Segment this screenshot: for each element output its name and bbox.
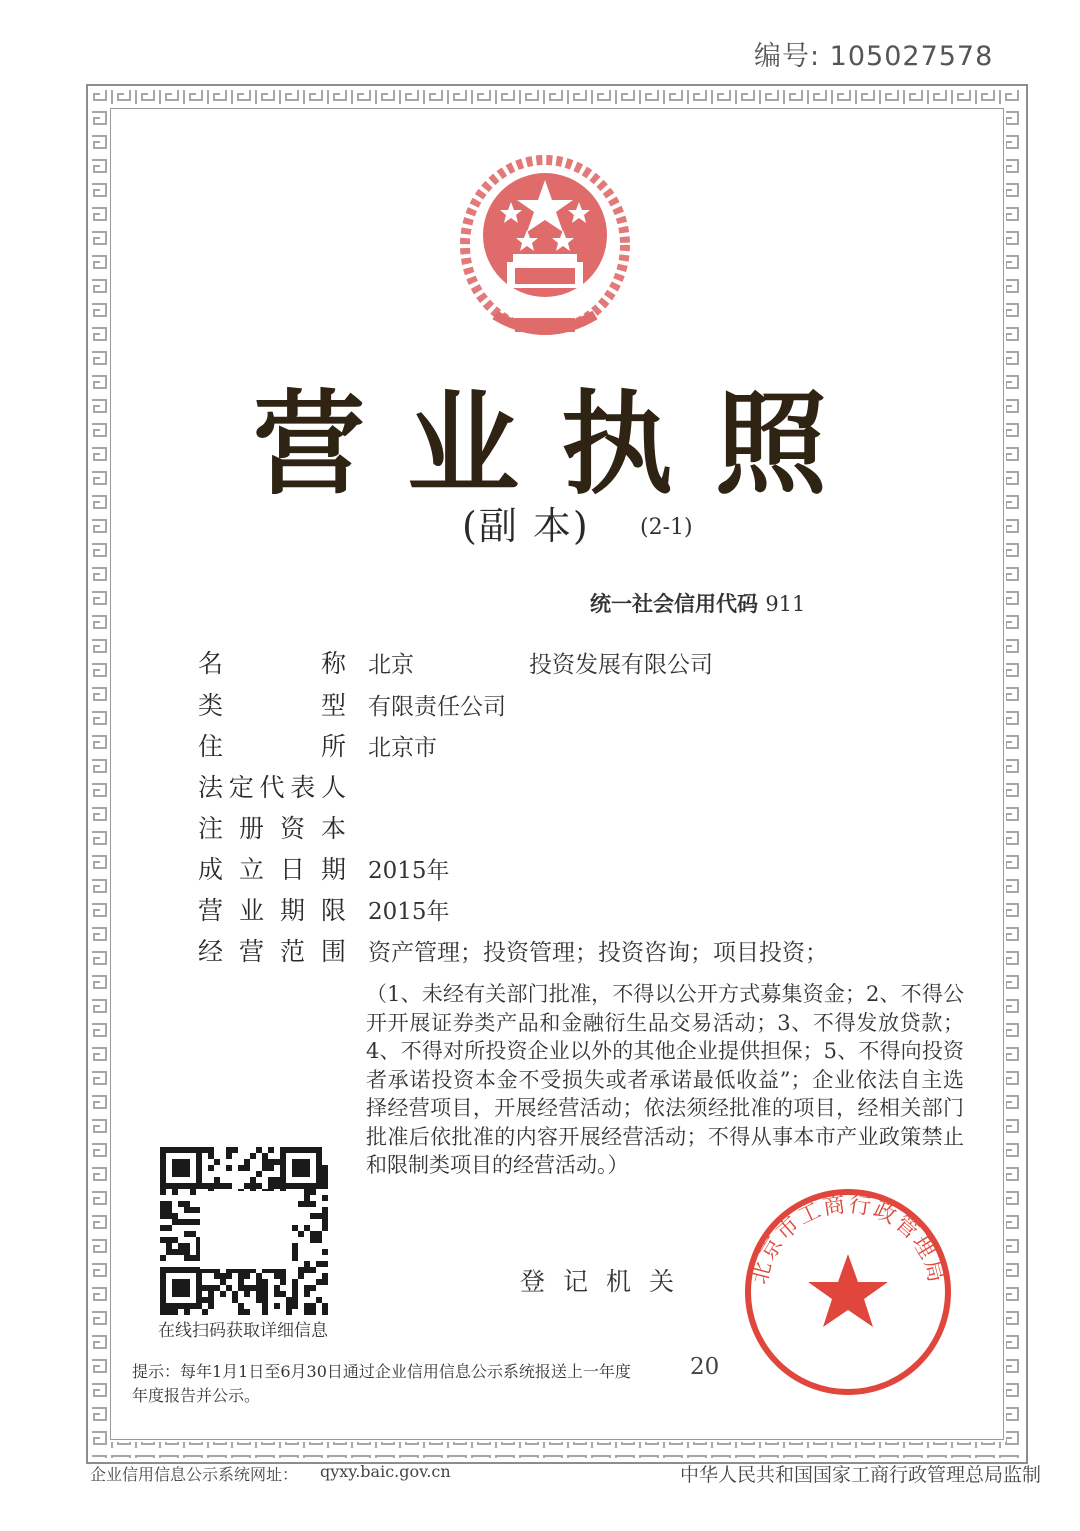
- label-char: 称: [320, 649, 346, 678]
- field-label: [198, 932, 346, 968]
- field-value: 2015年: [368, 858, 450, 884]
- label-char: 业: [238, 896, 264, 925]
- label-char: 法: [198, 773, 224, 802]
- label-char: 限: [320, 896, 346, 925]
- field-label: [198, 727, 346, 763]
- label-char: 类: [198, 691, 224, 720]
- serial-number: 编号: 105027578: [754, 41, 994, 72]
- label-char: 成: [198, 855, 224, 884]
- label-char: 名: [198, 649, 224, 678]
- field-label: [198, 768, 346, 804]
- label-char: 期: [279, 896, 305, 925]
- label-char: 营: [198, 896, 224, 925]
- label-char: 注: [198, 814, 224, 843]
- credit-code: [590, 588, 805, 618]
- field-value: 北京市: [368, 735, 437, 761]
- notice-text: 提示：每年1月1日至6月30日通过企业信用信息公示系统报送上一年度年度报告并公示。: [132, 1362, 631, 1405]
- label-char: 表: [290, 773, 316, 802]
- label-char: 资: [279, 814, 305, 843]
- page-title: 营业执照: [253, 380, 869, 510]
- label-char: 围: [320, 937, 346, 966]
- field-label: [198, 891, 346, 927]
- label-char: 住: [198, 732, 224, 761]
- issue-year: 20: [690, 1354, 720, 1380]
- qr-code-icon[interactable]: [158, 1145, 330, 1315]
- field-value: 北京 投资发展有限公司: [368, 652, 713, 678]
- field-label: [198, 850, 346, 886]
- subtitle: (副 本): [462, 504, 590, 548]
- label-char: 立: [238, 855, 264, 884]
- label-char: 人: [320, 773, 346, 802]
- label-char: 营: [238, 937, 264, 966]
- national-emblem-icon: [455, 150, 635, 350]
- field-value: 有限责任公司: [368, 694, 506, 720]
- label-char: 所: [320, 732, 346, 761]
- label-char: 期: [320, 855, 346, 884]
- label-char: 本: [320, 814, 346, 843]
- supervision-note: 中华人民共和国国家工商行政管理总局监制: [680, 1464, 1042, 1486]
- label-char: 经: [198, 937, 224, 966]
- field-value: 2015年: [368, 899, 450, 925]
- qr-caption: 在线扫码获取详细信息: [158, 1321, 328, 1341]
- label-char: 型: [320, 691, 346, 720]
- field-label: [198, 809, 346, 845]
- credit-code-value: 911: [765, 592, 806, 616]
- site-label: 企业信用信息公示系统网址：: [90, 1465, 299, 1484]
- copy-number: (2-1): [640, 515, 693, 540]
- label-char: 日: [279, 855, 305, 884]
- official-seal-icon: [738, 1182, 958, 1402]
- business-scope-details: （1、未经有关部门批准，不得以公开方式募集资金；2、不得公开开展证券类产品和金融衍生品交易活动；3、不得发放贷款；4、不得对所投资企业以外的其他企业提供担保；5、不得向投资者承诺投资本金不受损失或者承诺最低收益”；企业依法自主选择经营项目，开展经营活动；依法须经批准的项目，经相关部门批准后依批准的内容开展经营活动；不得从事本市产业政策禁止和限制类项目的经营活动。）: [366, 982, 964, 1177]
- label-char: 定: [228, 773, 254, 802]
- field-value: 资产管理；投资管理；投资咨询；项目投资；: [368, 940, 828, 966]
- site-url-link[interactable]: qyxy.baic.gov.cn: [320, 1462, 451, 1481]
- credit-code-label: 统一社会信用代码: [590, 592, 758, 616]
- registration-authority-label: 登记机关: [520, 1267, 693, 1296]
- seal-text: 北京市工商行政管理局: [747, 1192, 949, 1287]
- label-char: 代: [259, 773, 285, 802]
- label-char: 范: [279, 937, 305, 966]
- label-char: 册: [238, 814, 264, 843]
- field-label: [198, 686, 346, 722]
- field-label: [198, 644, 346, 680]
